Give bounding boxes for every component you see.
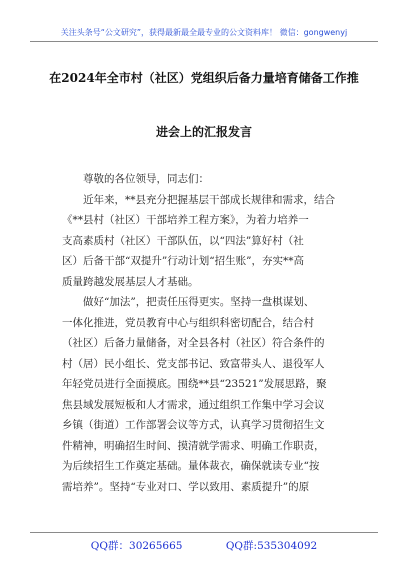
body-line: 一体化推进，党员教育中心与组织科密切配合，结合村 — [62, 316, 314, 329]
footer-qq-group-2: QQ群:535304092 — [225, 540, 318, 552]
body-line: 《**县村（社区）干部培养工程方案》，为着力培养一 — [62, 214, 309, 226]
footer-divider — [30, 532, 378, 533]
body-line: 支高素质村（社区）干部队伍，以“四法”算好村（社 — [62, 234, 304, 247]
document-title-line-1: 在2024年全市村（社区）党组织后备力量培育储备工作推 — [49, 71, 359, 85]
body-line: 乡镇（街道）工作部署会议等方式，认真学习贯彻招生文 — [62, 419, 325, 431]
body-line: 质量跨越发展基层人才基础。 — [62, 275, 199, 288]
salutation: 尊敬的各位领导，同志们： — [83, 173, 209, 185]
body-line: 件精神，明确招生时间、摸清就学需求、明确工作职责， — [62, 439, 325, 452]
body-line: 区）后备干部“双提升”行动计划“招生账”，夯实**高 — [62, 255, 304, 267]
document-title-line-2: 进会上的汇报发言 — [155, 125, 252, 139]
document-body — [62, 169, 344, 497]
header-banner: 关注头条号“公文研究”，获得最新最全最专业的公文资料库！ 微信：gongwenyj — [60, 28, 348, 37]
body-line: 焦县域发展短板和人才需求，通过组织工作集中学习会议 — [62, 398, 325, 411]
footer — [0, 538, 408, 553]
header-divider — [30, 41, 378, 42]
body-line: （社区）后备力量储备，对全县各村（社区）符合条件的 — [62, 337, 325, 349]
body-line: 需培养”。坚持“专业对口、学以致用、素质提升”的原 — [62, 480, 310, 493]
body-line: 近年来，**县充分把握基层干部成长规律和需求，结合 — [83, 193, 335, 206]
body-line: 村（居）民小组长、党支部书记、致富带头人、退役军人 — [62, 357, 325, 370]
body-line: 为后续招生工作奠定基础。量体裁衣，确保就读专业“按 — [62, 460, 320, 472]
body-line: 做好“加法”，把责任压得更实。坚持一盘棋谋划、 — [83, 296, 315, 308]
footer-qq-group-1: QQ群：30265665 — [90, 540, 183, 552]
body-line: 年轻党员进行全面摸底。围绕**县“23521”发展思路，聚 — [62, 378, 327, 390]
